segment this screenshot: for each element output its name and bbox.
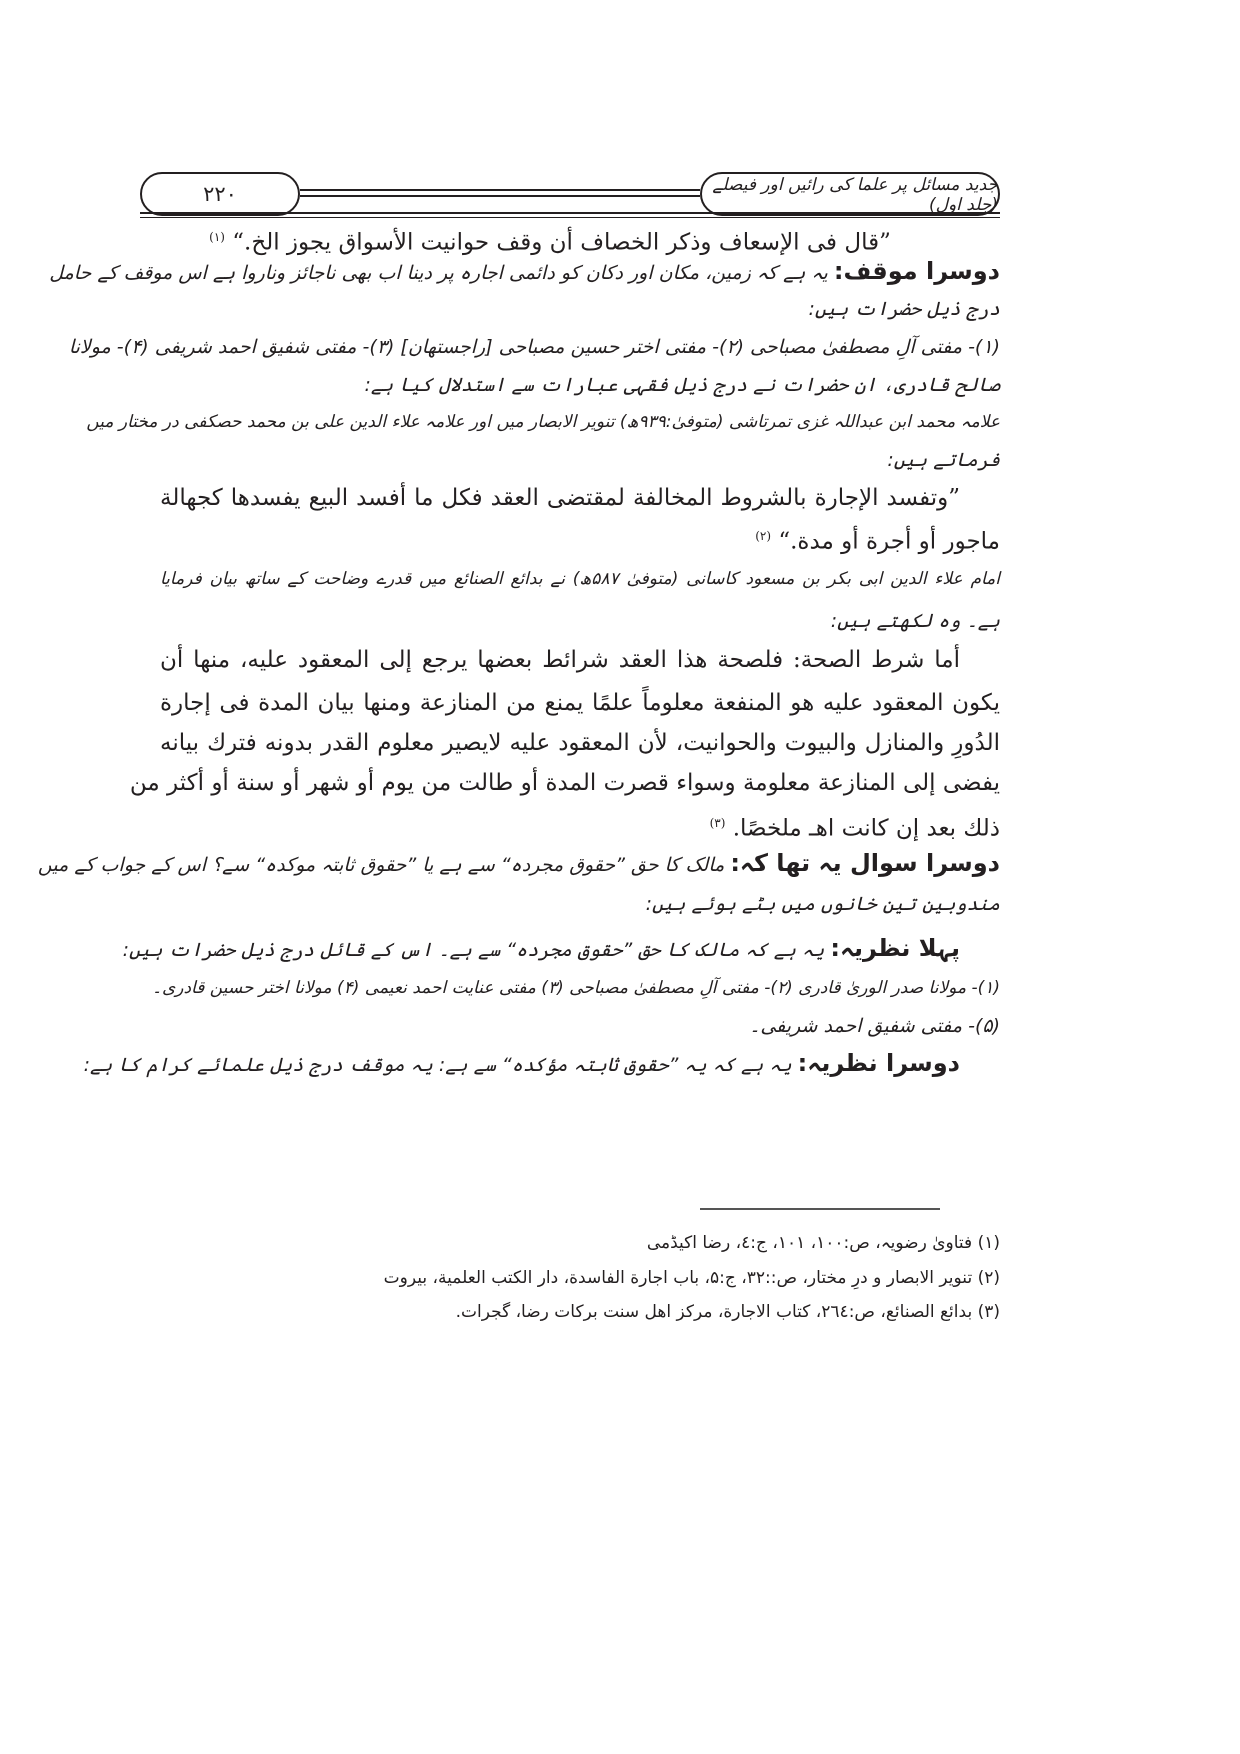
paragraph-line: (۱)- مولانا صدر الوریٰ قادری (۲)- مفتی آلِ مصطفیٰ مصباحی (۳) مفتی عنایت احمد نعیمی (۴) مولانا اختر حسین قادری۔ [152, 978, 1000, 998]
arabic-quote: الدُورِ والمنازل والبیوت والحوانیت، لأن المعقود علیه لایصیر معلوم القدر بدونه فترك بیانه [160, 730, 1000, 756]
paragraph-line: دوسرا سوال یہ تھا کہ: مالک کا حق ”حقوق مجردہ“ سے ہے یا ”حقوق ثابتہ موکدہ“ سے؟ اس کے جواب کے میں [37, 849, 1000, 877]
paragraph-line: درج ذیل حضرات ہیں: [808, 298, 1000, 320]
header-rule-top2 [300, 195, 700, 197]
paragraph-line: (۵)- مفتی شفیق احمد شریفی۔ [749, 1015, 1000, 1037]
arabic-quote: ذلك بعد إن کانت اهـ ملخصًا. $^{(۳)}$ [709, 815, 1000, 842]
paragraph-line: علامہ محمد ابن عبداللہ غزی تمرتاشی (متوفیٰ:۹۳۹ھ) تنویر الابصار میں اور علامہ علاء الدین علی بن محمد حصکفی در مختار میں [86, 412, 1000, 432]
arabic-quote: یفضی إلی المنازعة معلومة وسواء قصرت المدة أو طالت من یوم أو شهر أو سنة أو أکثر من [129, 770, 1000, 796]
arabic-quote: یکون المعقود علیه هو المنفعة معلوماً علمًا یمنع من المنازعة ومنها بیان المدة فی إجارة [160, 690, 1000, 716]
book-title: جدید مسائل پر علما کی رائیں اور فیصلے (جلد اول) [700, 172, 1000, 216]
arabic-quote: ”وتفسد الإجارة بالشروط المخالفة لمقتضی العقد فکل ما أفسد البیع یفسدها کجهالة [160, 485, 960, 511]
footnote: (۳) بدائع الصنائع، ص:٢٦٤، کتاب الاجارة، مرکز اهل سنت برکات رضا، گجرات. [455, 1302, 1000, 1322]
paragraph-line: دوسرا نظریہ: یہ ہے کہ یہ ”حقوق ثابتہ مؤکدہ“ سے ہے: یہ موقف درج ذیل علمائے کرام کا ہے: [83, 1049, 960, 1077]
arabic-quote: ماجور أو أجرة أو مدة.“ $^{(۲)}$ [755, 528, 1000, 555]
header-rule-top [300, 189, 700, 191]
header-rule-bottom [140, 212, 1000, 214]
paragraph-line: مندوبین تین خانوں میں بٹے ہوئے ہیں: [645, 893, 1000, 915]
paragraph-line: ہے۔ وہ لکھتے ہیں: [830, 610, 1000, 632]
footnote-divider [700, 1208, 940, 1210]
page-number: ۲۲۰ [140, 172, 300, 216]
paragraph-line: فرماتے ہیں: [887, 449, 1000, 471]
footnote: (۲) تنویر الابصار و درِ مختار، ص::۳۲، ج:۵، باب اجارة الفاسدة، دار الکتب العلمیة، بیروت [383, 1268, 1000, 1288]
paragraph-line: صالح قادری، ان حضرات نے درج ذیل فقہی عبارات سے استدلال کیا ہے: [364, 374, 1000, 396]
paragraph-line: پہلا نظریہ: یہ ہے کہ مالک کا حق ”حقوق مجردہ“ سے ہے۔ اس کے قائل درج ذیل حضرات ہیں: [122, 934, 960, 962]
paragraph-line: (۱)- مفتی آلِ مصطفیٰ مصباحی (۲)- مفتی اختر حسین مصباحی [راجستھان] (۳)- مفتی شفیق احمد شریفی (۴)- مولانا [68, 336, 1000, 358]
paragraph-line: امام علاء الدین ابی بکر بن مسعود کاسانی (متوفیٰ ۵۸۷ھ) نے بدائع الصنائع میں قدرے وضاحت کے ساتھ بیان فرمایا [160, 569, 1000, 589]
footnote: (۱) فتاویٰ رضویہ، ص:۱۰۰، ۱۰۱، ج:٤، رضا اکیڈمی [646, 1233, 1000, 1253]
arabic-quote: أما شرط الصحة: فلصحة هذا العقد شرائط بعضها یرجع إلی المعقود علیه، منها أن [160, 647, 960, 673]
paragraph-line: دوسرا موقف: یہ ہے کہ زمین، مکان اور دکان کو دائمی اجارہ پر دینا اب بھی ناجائز وناروا ہے اس موقف کے حامل [49, 257, 1000, 285]
arabic-quote: ”قال فی الإسعاف وذکر الخصاف أن وقف حوانیت الأسواق یجوز الخ.“ $^{(۱)}$ [209, 229, 891, 256]
